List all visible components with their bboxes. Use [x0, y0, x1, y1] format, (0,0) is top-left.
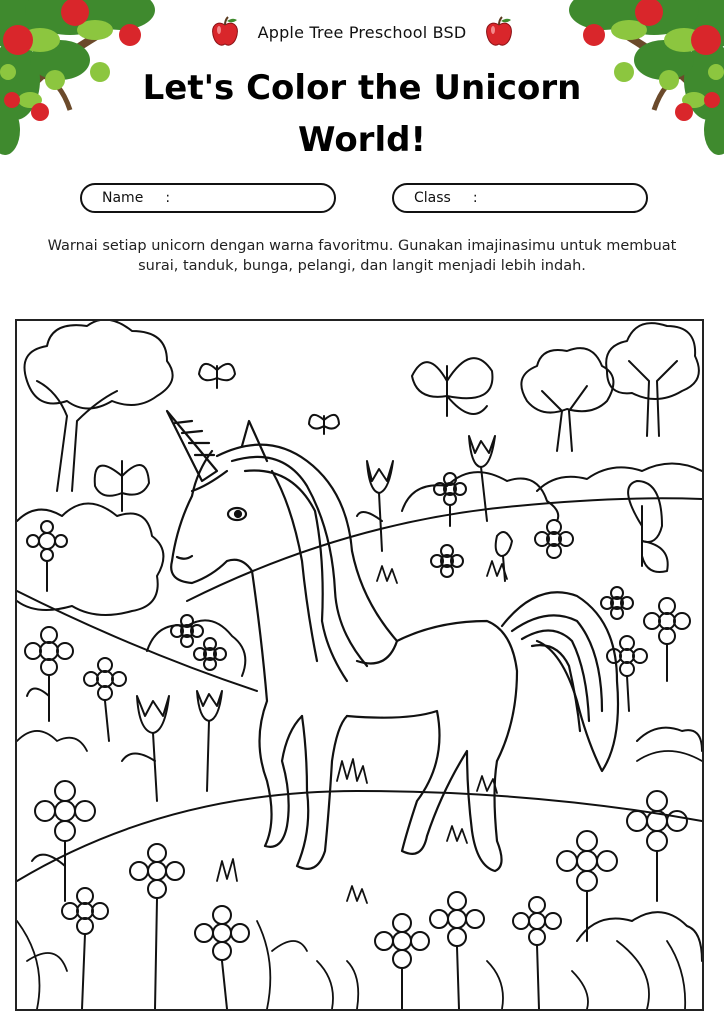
bush — [637, 728, 702, 751]
bush — [402, 472, 558, 521]
flower-icon — [32, 781, 95, 901]
butterfly-icon — [412, 358, 492, 416]
hill-line — [187, 498, 702, 601]
bush — [537, 464, 702, 492]
flower-icon — [535, 520, 573, 558]
flower-icon — [557, 831, 617, 941]
tree-icon — [25, 321, 173, 491]
flower-icon — [644, 598, 690, 681]
apple-icon — [210, 16, 240, 48]
instructions-text: Warnai setiap unicorn dengan warna favoritmu. Gunakan imajinasimu untuk membuat surai, tanduk, bunga, pelangi, dan langit menjadi lebih indah. — [47, 238, 677, 274]
flower-icon — [25, 627, 73, 721]
flower-icon — [130, 844, 184, 1009]
flower-icon — [430, 892, 484, 1009]
flower-icon — [431, 545, 463, 577]
class-label: Class — [414, 190, 451, 206]
butterfly-icon — [199, 364, 235, 388]
name-label: Name — [102, 190, 144, 206]
flower-icon — [194, 638, 226, 670]
flower-icon — [627, 791, 687, 901]
flower-icon — [434, 473, 466, 526]
bush — [577, 912, 702, 961]
flower-icon — [62, 888, 108, 1009]
class-field[interactable] — [392, 183, 648, 213]
flower-icon — [195, 906, 249, 1009]
tulip — [197, 691, 222, 791]
flower-icon — [601, 587, 633, 619]
flower-icon — [84, 658, 126, 741]
class-separator: : — [472, 190, 478, 206]
butterfly-icon — [95, 461, 149, 511]
tulip — [122, 696, 169, 801]
bush — [17, 504, 163, 616]
flower-icon — [171, 615, 203, 647]
name-field[interactable] — [80, 183, 336, 213]
flower-icon — [513, 897, 561, 1009]
flower-icon — [375, 914, 429, 1009]
butterfly-icon — [309, 415, 339, 434]
flower-icon — [27, 521, 67, 591]
butterfly-icon — [628, 481, 668, 572]
apple-icon — [484, 16, 514, 48]
school-header — [0, 16, 724, 48]
school-name: Apple Tree Preschool BSD — [257, 22, 467, 42]
page-title: Let's Color the Unicorn World! — [142, 68, 582, 160]
name-separator: : — [165, 190, 171, 206]
coloring-frame — [15, 319, 704, 1011]
tree-icon — [521, 348, 613, 451]
tree-icon — [606, 323, 699, 436]
tulip — [357, 461, 393, 551]
